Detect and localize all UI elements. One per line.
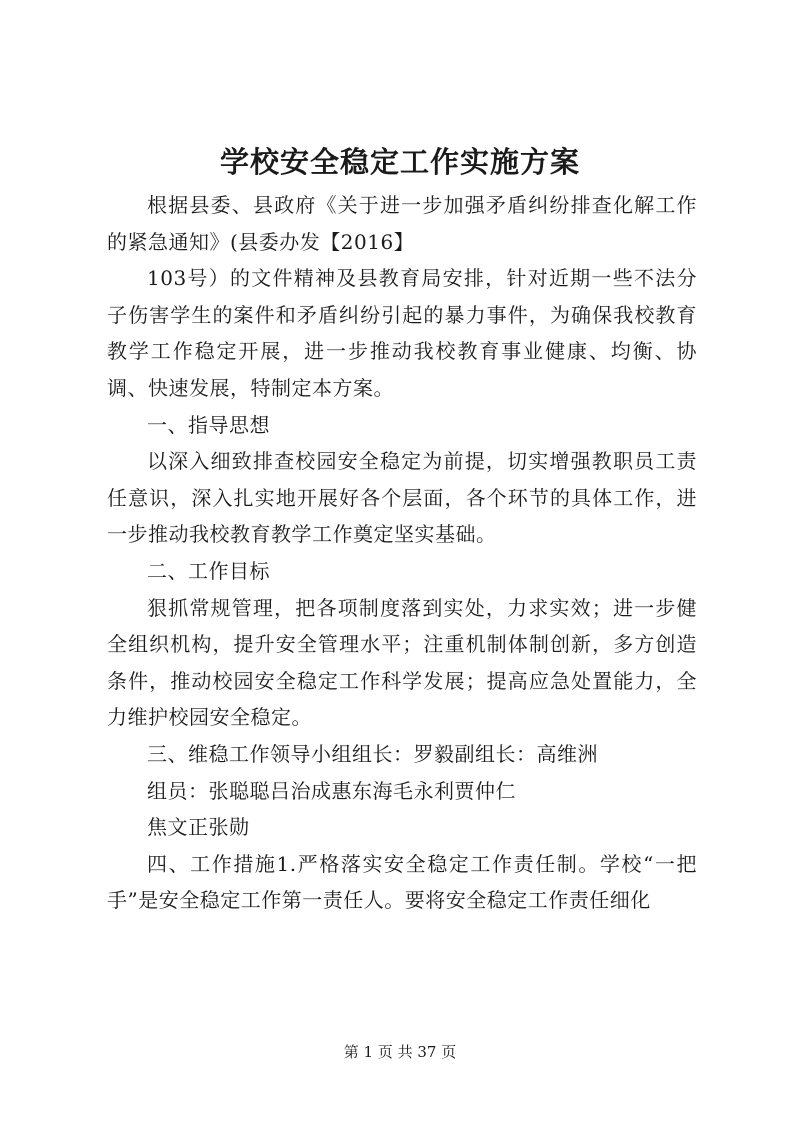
page-number-footer: 第 1 页 共 37 页 bbox=[343, 1043, 457, 1061]
document-title: 学校安全稳定工作实施方案 bbox=[219, 145, 580, 179]
paragraph-group-members-cont: 焦文正张勋 bbox=[147, 815, 250, 840]
paragraph-intro: 根据县委、县政府《关于进一步加强矛盾纠纷排查化解工作的紧急通知》(县委办发【2016】 bbox=[107, 193, 697, 254]
paragraph-work-goals: 狠抓常规管理，把各项制度落到实处，力求实效；进一步健全组织机构，提升安全管理水平；注重机制体制创新，多方创造条件，推动校园安全稳定工作科学发展；提高应急处置能力，全力维护校园安全稳定。 bbox=[107, 595, 697, 730]
paragraph-purpose: 103号）的文件精神及县教育局安排，针对近期一些不法分子伤害学生的案件和矛盾纠纷引起的暴力事件，为确保我校教育教学工作稳定开展，进一步推动我校教育事业健康、均衡、协调、快速发展，特制定本方案。 bbox=[107, 266, 697, 400]
paragraph-guiding-ideology: 以深入细致排查校园安全稳定为前提，切实增强教职员工责任意识，深入扎实地开展好各个层面，各个环节的具体工作，进一步推动我校教育教学工作奠定坚实基础。 bbox=[107, 449, 697, 547]
section-heading-work-measures: 四、工作措施1.严格落实安全稳定工作责任制。学校“一把手”是安全稳定工作第一责任人。要将安全稳定工作责任细化 bbox=[107, 851, 697, 913]
section-heading-work-goals: 二、工作目标 bbox=[147, 558, 270, 583]
document-body bbox=[107, 187, 697, 919]
section-heading-guiding-ideology: 一、指导思想 bbox=[147, 412, 270, 437]
section-heading-leadership-group: 三、维稳工作领导小组组长：罗毅副组长：高维洲 bbox=[147, 741, 598, 766]
paragraph-group-members: 组员：张聪聪吕治成惠东海毛永利贾仲仁 bbox=[147, 778, 516, 803]
